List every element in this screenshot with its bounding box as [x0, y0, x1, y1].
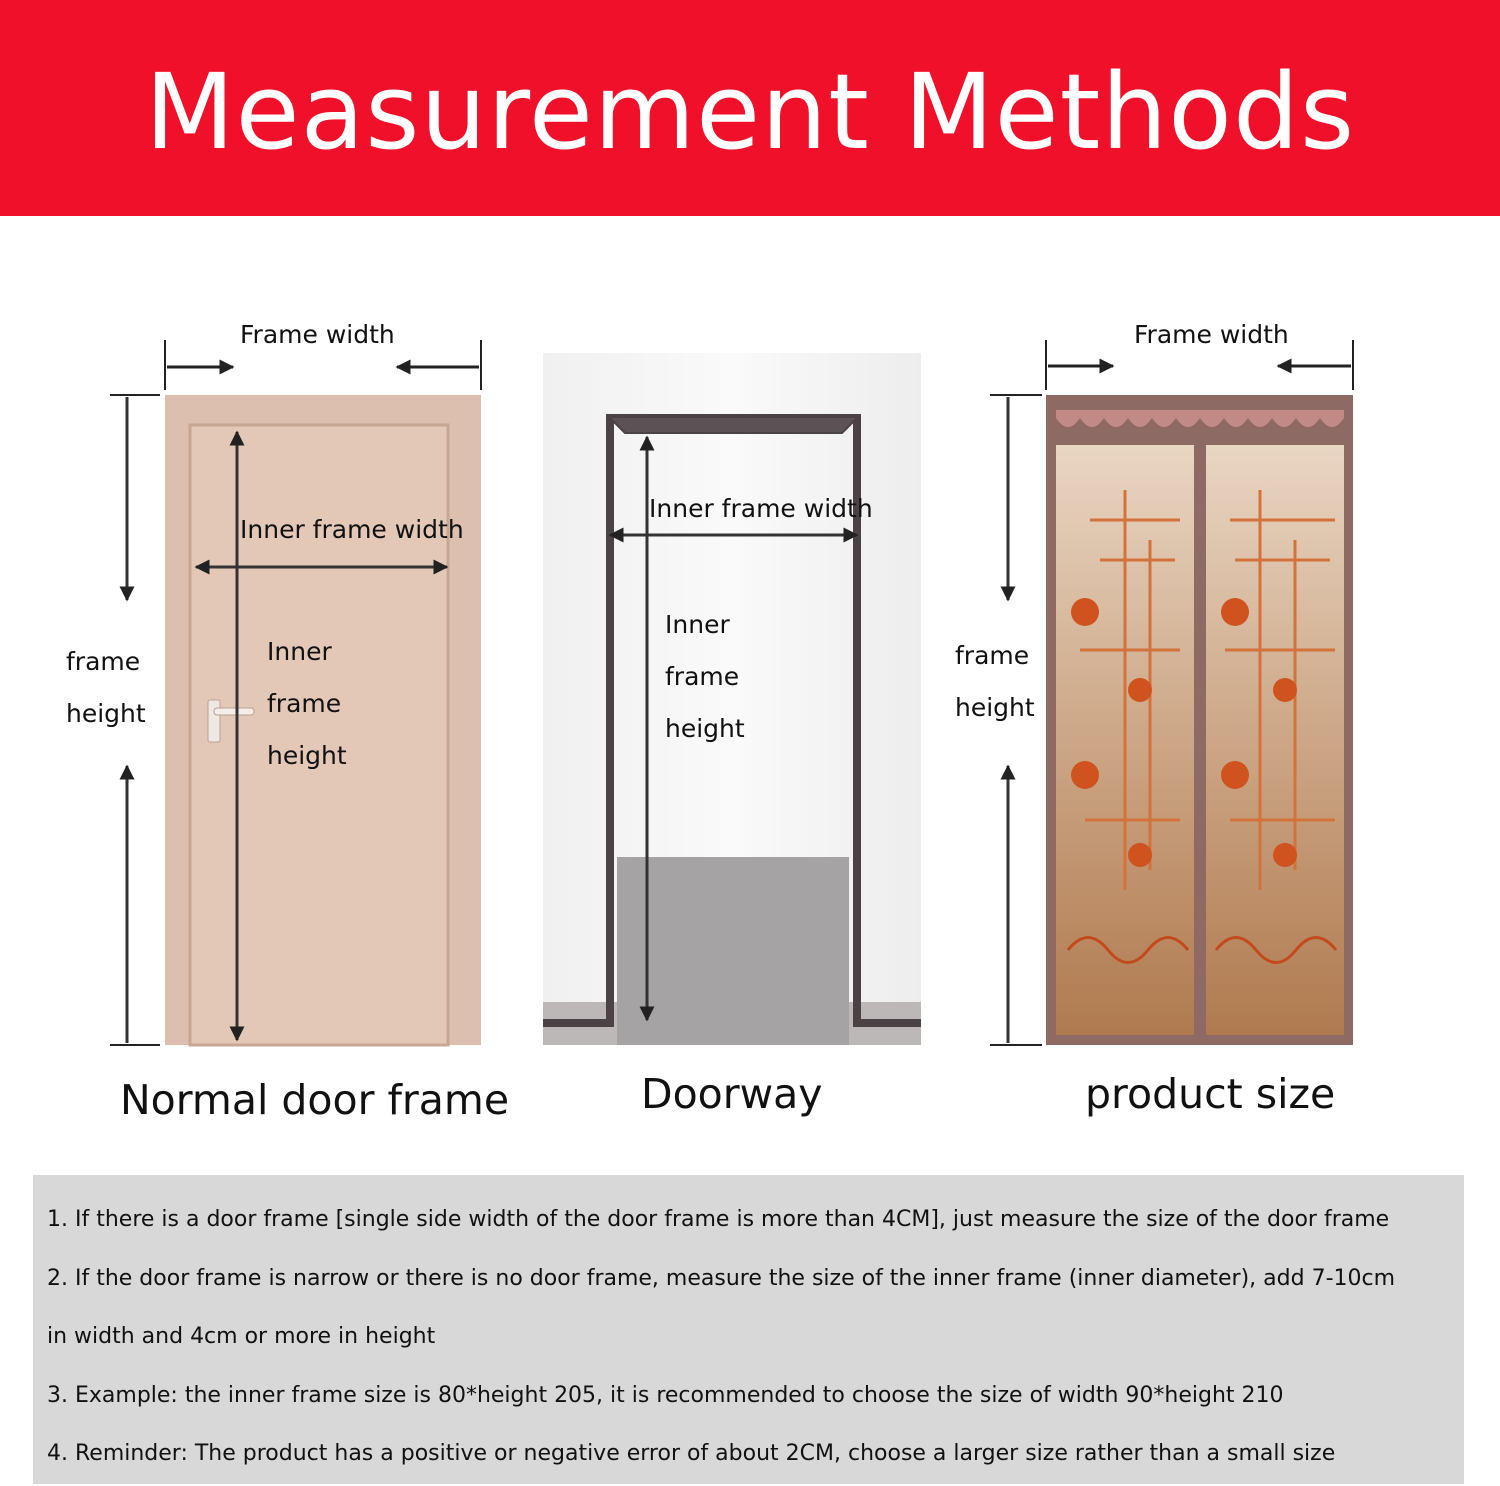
measurement-notes [33, 1175, 1464, 1484]
inner-frame-width-label: Inner frame width [240, 515, 464, 544]
note-line: 3. Example: the inner frame size is 80*height 205, it is recommended to choose the size of width 90*height 210 [47, 1382, 1284, 1408]
curtain-right [1206, 445, 1344, 1035]
product-size-caption: product size [1085, 1070, 1336, 1118]
frame-width-label: Frame width [240, 320, 395, 349]
product-size-illustration [990, 340, 1353, 1045]
inner-frame-height-label: Inner frame height [267, 637, 347, 770]
note-line: in width and 4cm or more in height [47, 1324, 436, 1349]
floor [617, 857, 849, 1045]
frame-width-label: Frame width [1134, 320, 1289, 349]
normal-door-frame-caption: Normal door frame [120, 1076, 510, 1124]
page-title: Measurement Methods [144, 51, 1356, 173]
note-line: 1. If there is a door frame [single side width of the door frame is more than 4CM], just measure the size of the door frame [47, 1207, 1390, 1232]
inner-frame-height-label: Inner frame height [665, 610, 745, 743]
note-line: 4. Reminder: The product has a positive or negative error of about 2CM, choose a larger size rather than a small size [47, 1441, 1336, 1466]
note-line: 2. If the door frame is narrow or there is no door frame, measure the size of the inner frame (inner diameter), add 7-10cm [47, 1265, 1396, 1291]
frame-height-label: frame height [955, 641, 1035, 722]
frame-height-label: frame height [66, 647, 146, 728]
doorway-caption: Doorway [641, 1070, 823, 1118]
inner-frame-width-label: Inner frame width [649, 494, 873, 523]
